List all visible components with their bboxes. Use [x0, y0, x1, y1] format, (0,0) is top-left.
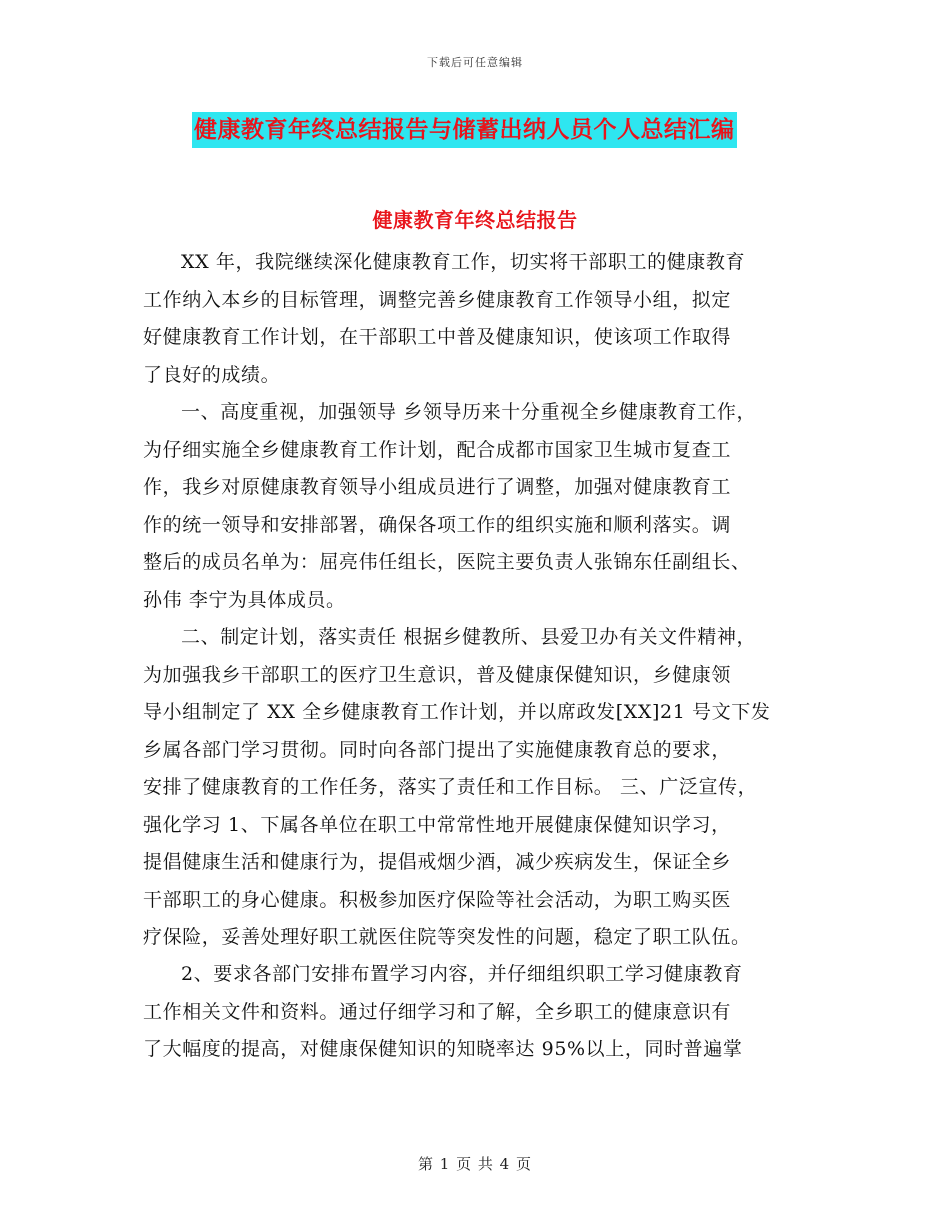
paragraph-line: 整后的成员名单为：屈亮伟任组长，医院主要负责人张锦东任副组长、: [143, 551, 751, 573]
paragraph-line: XX 年，我院继续深化健康教育工作，切实将干部职工的健康教育: [181, 251, 746, 273]
paragraph-line: 2、要求各部门安排布置学习内容，并仔细组织职工学习健康教育: [181, 963, 743, 985]
paragraph-line: 了良好的成绩。: [143, 363, 281, 386]
paragraph-line: 干部职工的身心健康。积极参加医疗保险等社会活动，为职工购买医: [143, 888, 732, 911]
page-number-footer: 第 1 页 共 4 页: [418, 1155, 532, 1173]
paragraph-line: 为加强我乡干部职工的医疗卫生意识，普及健康保健知识，乡健康领: [143, 663, 732, 686]
paragraph-line: 安排了健康教育的工作任务，落实了责任和工作目标。 三、广泛宣传，: [143, 776, 758, 798]
paragraph-line: 疗保险，妥善处理好职工就医住院等突发性的问题，稳定了职工队伍。: [143, 926, 751, 948]
paragraph-line: 强化学习 1、下属各单位在职工中常常性地开展健康保健知识学习，: [143, 813, 731, 836]
paragraph-line: 作，我乡对原健康教育领导小组成员进行了调整，加强对健康教育工: [143, 476, 732, 498]
page-header-note: 下载后可任意编辑: [427, 56, 523, 69]
paragraph-line: 提倡健康生活和健康行为，提倡戒烟少酒，减少疾病发生，保证全乡: [143, 851, 732, 873]
paragraph-line: 孙伟 李宁为具体成员。: [143, 588, 346, 611]
paragraph-line: 一、高度重视，加强领导 乡领导历来十分重视全乡健康教育工作，: [181, 401, 757, 423]
paragraph-line: 作的统一领导和安排部署，确保各项工作的组织实施和顺利落实。调: [143, 513, 732, 536]
paragraph-line: 工作相关文件和资料。通过仔细学习和了解，全乡职工的健康意识有: [143, 1000, 732, 1023]
paragraph-line: 了大幅度的提高，对健康保健知识的知晓率达 95%以上，同时普遍掌: [143, 1038, 743, 1060]
document-title: 健康教育年终总结报告与储蓄出纳人员个人总结汇编: [192, 112, 737, 148]
paragraph-line: 为仔细实施全乡健康教育工作计划，配合成都市国家卫生城市复查工: [143, 438, 732, 461]
paragraph-line: 好健康教育工作计划，在干部职工中普及健康知识，使该项工作取得: [143, 326, 732, 348]
section-title: 健康教育年终总结报告: [372, 208, 578, 232]
body-paragraphs-continued: [143, 956, 823, 1069]
paragraph-line: 二、制定计划，落实责任 根据乡健教所、县爱卫办有关文件精神，: [181, 626, 757, 648]
body-paragraphs: [143, 244, 823, 957]
paragraph-line: 工作纳入本乡的目标管理，调整完善乡健康教育工作领导小组，拟定: [143, 288, 732, 311]
paragraph-line: 导小组制定了 XX 全乡健康教育工作计划，并以席政发[XX]21 号文下发: [143, 701, 771, 723]
paragraph-line: 乡属各部门学习贯彻。同时向各部门提出了实施健康教育总的要求，: [143, 738, 732, 761]
